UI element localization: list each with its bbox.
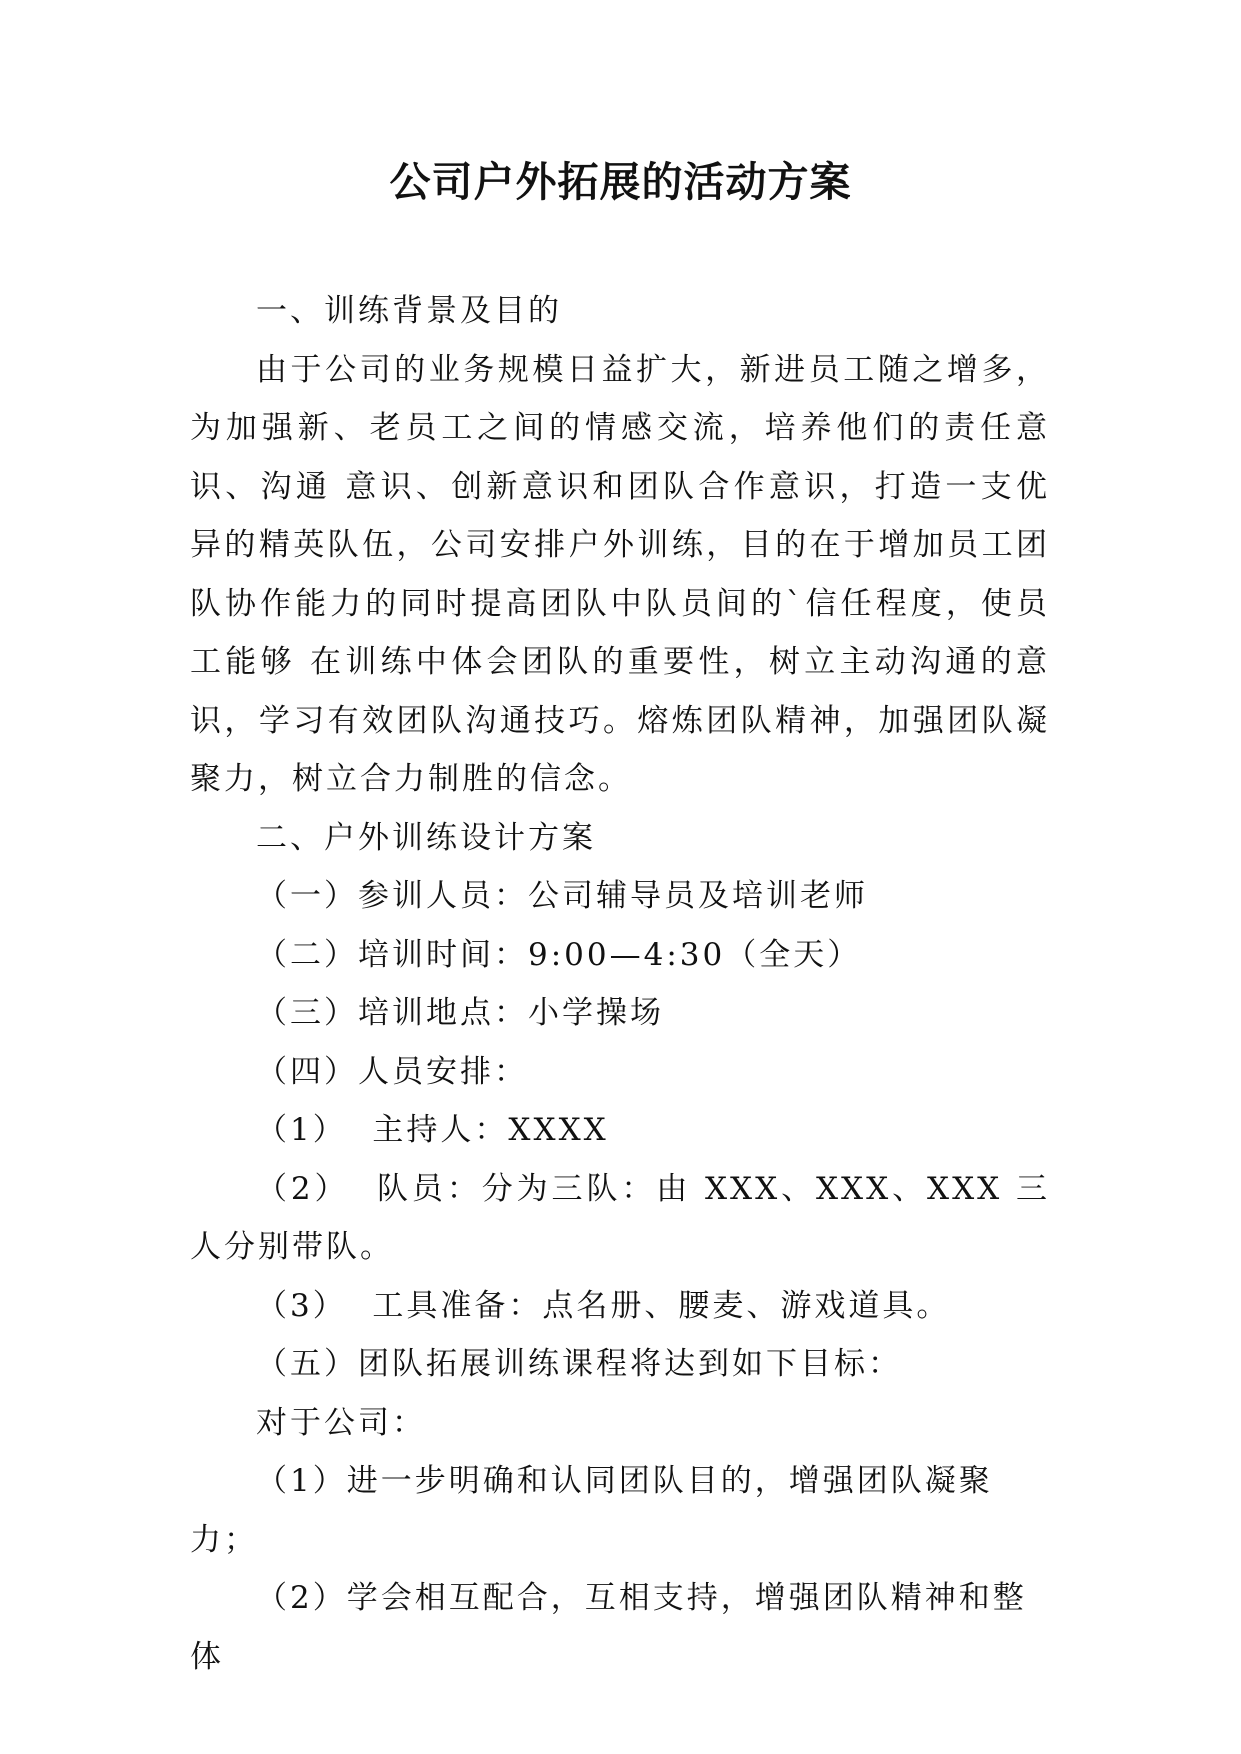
item-host: （1） 主持人：XXXX (256, 1112, 609, 1148)
item-staffing: （四）人员安排： (256, 1053, 528, 1090)
item-goals: （五）团队拓展训练课程将达到如下目标： (256, 1346, 902, 1382)
document-body (190, 282, 1050, 1686)
item-training-time: （二）培训时间：9:00—4:30（全天） (256, 936, 862, 973)
item-participants: （一）参训人员：公司辅导员及培训老师 (256, 878, 868, 914)
document-title: 公司户外拓展的活动方案 (389, 158, 852, 206)
goal-subheading-company: 对于公司： (256, 1404, 426, 1441)
item-tools: （3） 工具准备：点名册、腰麦、游戏道具。 (256, 1287, 951, 1324)
item-training-location: （三）培训地点：小学操场 (256, 995, 664, 1031)
paragraph-background: 由于公司的业务规模日益扩大，新进员工随之增多，为加强新、老员工之间的情感交流，培养他们的责任意识、沟通 意识、创新意识和团队合作意识，打造一支优异的精英队伍，公司安排户外训练，目的在于增加员工团队协作能力的同时提高团队中队员间的`信任程度，使员工能够 在训练中体会团队的重要性，树立主动沟通的意识，学习有效团队沟通技巧。熔炼团队精神，加强团队凝聚力，树立合力制胜的信念。 (190, 351, 1050, 797)
goal-item-2: （2）学会相互配合，互相支持，增强团队精神和整体 (190, 1580, 1027, 1675)
section-heading-background: 一、训练背景及目的 (256, 293, 562, 329)
goal-item-1: （1）进一步明确和认同团队目的，增强团队凝聚力； (190, 1463, 993, 1558)
item-team-members: （2） 队员：分为三队：由 XXX、XXX、XXX 三人分别带队。 (190, 1170, 1050, 1265)
section-heading-design: 二、户外训练设计方案 (256, 819, 596, 856)
